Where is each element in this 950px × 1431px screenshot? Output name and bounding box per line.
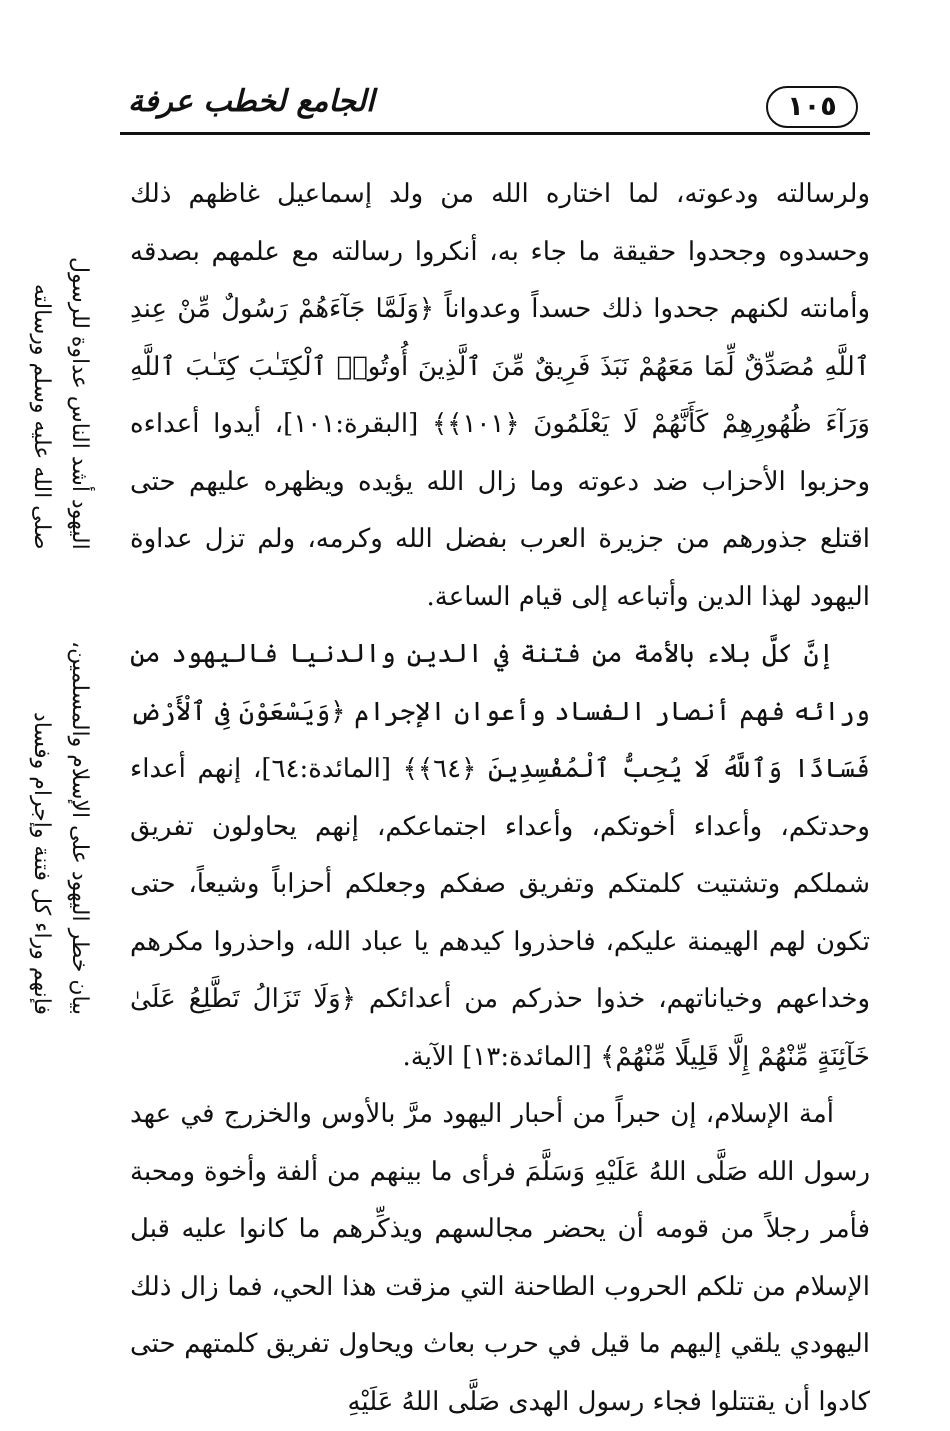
paragraph-1: ولرسالته ودعوته، لما اختاره الله من ولد إسماعيل غاظهم ذلك وحسدوه وجحدوا حقيقة ما جاء به، أنكروا رسالته مع علمهم بصدقه وأمانته لكنهم جحدوا ذلك حسداً وعدواناً ﴿وَلَمَّا جَآءَهُمْ رَسُولٌ مِّنْ عِندِ ٱللَّهِ مُصَدِّقٌ لِّمَا مَعَهُمْ نَبَذَ فَرِيقٌ مِّنَ ٱلَّذِينَ أُوتُوا۟ ٱلْكِتَـٰبَ كِتَـٰبَ ٱللَّهِ وَرَآءَ ظُهُورِهِمْ كَأَنَّهُمْ لَا يَعْلَمُونَ ﴿١٠١﴾﴾ [البقرة:١٠١]، أيدوا أعداءه وحزبوا الأحزاب ضد دعوته وما زال الله يؤيده ويظهره عليهم حتى اقتلع جذورهم من جزيرة العرب بفضل الله وكرمه، ولم تزل عداوة اليهود لهذا الدين وأتباعه إلى قيام الساعة. — [130, 179, 870, 612]
body-text — [130, 166, 870, 1431]
page-header — [120, 80, 870, 135]
margin-note-2: بيان خطر اليهود على الإسلام والمسلمين، فإنهم وراء كل فتنة وإجرام وفساد — [29, 641, 92, 1015]
running-title: الجامع لخطب عرفة — [128, 84, 375, 119]
paragraph-2: إنَّ كلَّ بلاء بالأمة من فتنة في الدين والدنيا فاليهود من ورائه فهم أنصار الفساد وأعوان الإجرام ﴿وَيَسْعَوْنَ فِى ٱلْأَرْضِ فَسَادًا وَٱللَّهُ لَا يُحِبُّ ٱلْمُفْسِدِينَ ﴿٦٤﴾﴾ [المائدة:٦٤]، إنهم أعداء وحدتكم، وأعداء أخوتكم، وأعداء اجتماعكم، إنهم يحاولون تفريق شملكم وتشتيت كلمتكم وتفريق صفكم وجعلكم أحزاباً وشيعاً، حتى تكون لهم الهيمنة عليكم، فاحذروا كيدهم يا عباد الله، واحذروا مكرهم وخداعهم وخياناتهم، خذوا حذركم من أعدائكم ﴿وَلَا تَزَالُ تَطَّلِعُ عَلَىٰ خَآئِنَةٍ مِّنْهُمْ إِلَّا قَلِيلًا مِّنْهُمْ﴾ [المائدة:١٣] الآية. — [130, 639, 870, 1072]
page-number: ١٠٥ — [766, 86, 858, 128]
margin-note-1: اليهود أشد الناس عداوة للرسول صلى الله عليه وسلم ورسالته — [29, 257, 92, 550]
paragraph-3: أمة الإسلام، إن حبراً من أحبار اليهود مرَّ بالأوس والخزرج في عهد رسول الله صَلَّى اللهُ عَلَيْهِ وَسَلَّمَ فرأى ما بينهم من ألفة وأخوة ومحبة فأمر رجلاً من قومه أن يحضر مجالسهم ويذكِّرهم ما كانوا عليه قبل الإسلام من تلكم الحروب الطاحنة التي مزقت هذا الحي، فما زال ذلك اليهودي يلقي إليهم ما قيل في حرب بعاث ويحاول تفريق كلمتهم حتى كادوا أن يقتتلوا فجاء رسول الهدى صَلَّى اللهُ عَلَيْهِ — [130, 1099, 870, 1417]
